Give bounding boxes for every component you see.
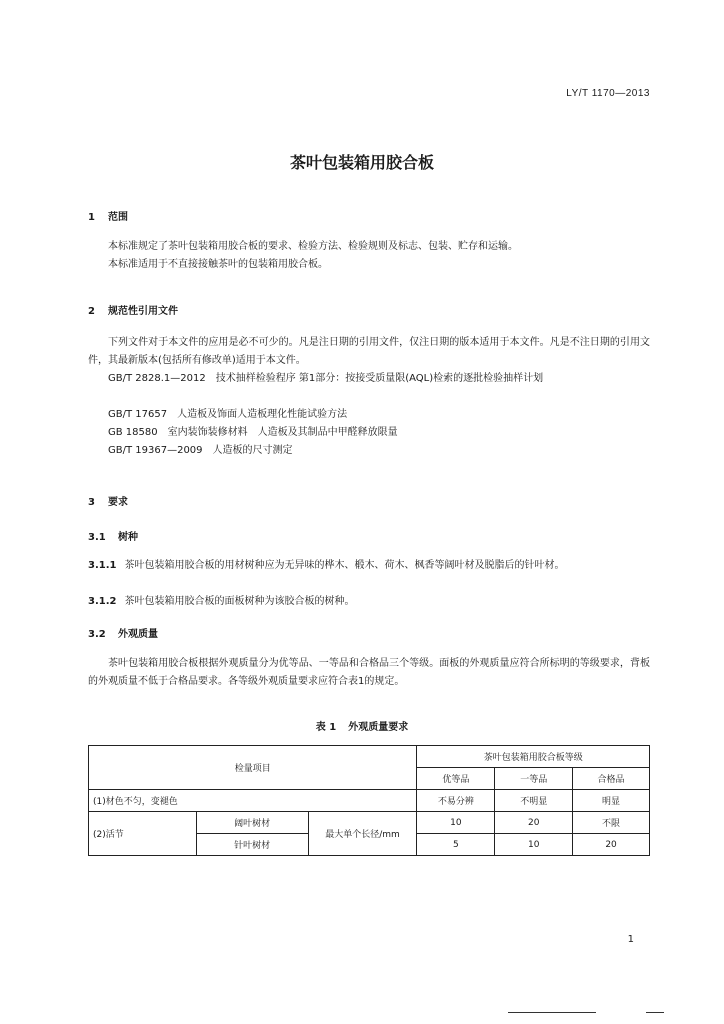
sub-item: 针叶树材 [196,834,308,856]
row-item: (1)材色不匀，变褪色 [89,790,417,812]
appearance-quality-table [88,745,650,856]
section-3-2-paragraph: 茶叶包装箱用胶合板根据外观质量分为优等品、一等品和合格品三个等级。面板的外观质量应符合所标明的等级要求，背板的外观质量不低于合格品要求。各等级外观质量要求应符合表1的规定。 [88,658,650,687]
section-2-intro: 下列文件对于本文件的应用是必不可少的。凡是注日期的引用文件，仅注日期的版本适用于本文件。凡是不注日期的引用文件，其最新版本(包括所有修改单)适用于本文件。 [88,337,650,366]
table-cell: 5 [417,834,495,856]
table-cell: 10 [417,812,495,834]
reference-item: GB/T 19367—2009 人造板的尺寸测定 [108,445,293,456]
table-title: 外观质量要求 [348,722,409,733]
section-1-paragraph-1: 本标准规定了茶叶包装箱用胶合板的要求、检验方法、检验规则及标志、包装、贮存和运输。 [108,241,518,252]
footer-rule [646,1012,664,1013]
clause-number: 3.1.1 [88,560,117,571]
section-3-2-heading [88,625,158,640]
reference-item: GB/T 17657 人造板及饰面人造板理化性能试验方法 [108,409,348,420]
section-number: 3.1 [88,532,106,543]
header-inspection-item: 检量项目 [89,746,417,790]
clause-text: 茶叶包装箱用胶合板的用材树种应为无异味的桦木、椴木、荷木、枫香等阔叶材及脱脂后的针叶材。 [124,560,565,571]
section-title: 规范性引用文件 [108,306,178,317]
section-title: 范围 [108,212,128,223]
table-row [89,790,650,812]
section-title: 要求 [108,497,128,508]
header-grade: 茶叶包装箱用胶合板等级 [417,746,650,768]
standard-code: LY/T 1170—2013 [566,88,650,99]
reference-item: GB 18580 室内装饰装修材料 人造板及其制品中甲醛释放限量 [108,427,398,438]
section-number: 3.2 [88,629,106,640]
grade-header: 合格品 [573,768,650,790]
clause-text: 茶叶包装箱用胶合板的面板树种为该胶合板的树种。 [124,596,355,607]
table-cell: 20 [495,812,573,834]
sub-item: 阔叶树材 [196,812,308,834]
section-2-heading [88,302,178,317]
table-cell: 明显 [573,790,650,812]
section-1-heading [88,208,128,223]
document-title: 茶叶包装箱用胶合板 [289,153,434,172]
section-1-paragraph-2: 本标准适用于不直接接触茶叶的包装箱用胶合板。 [108,259,328,270]
footer-rule [508,1012,596,1013]
table-cell: 10 [495,834,573,856]
table-row [89,812,650,834]
table-number: 表 1 [315,722,337,733]
table-cell: 不明显 [495,790,573,812]
table-caption [0,718,724,733]
section-number: 2 [88,306,95,317]
clause-number: 3.1.2 [88,596,117,607]
grade-header: 优等品 [417,768,495,790]
clause-3-1-2 [88,593,650,611]
table-cell: 20 [573,834,650,856]
page-number: 1 [627,934,634,945]
section-number: 3 [88,497,95,508]
reference-item: GB/T 2828.1—2012 技术抽样检验程序 第1部分：按接受质量限(AQL)检索的逐批检验抽样计划 [108,373,544,384]
section-number: 1 [88,212,95,223]
section-3-heading [88,493,128,508]
table-cell: 不易分辨 [417,790,495,812]
measure-label: 最大单个长径/mm [308,812,417,856]
section-3-1-heading [88,528,138,543]
grade-header: 一等品 [495,768,573,790]
section-title: 树种 [118,532,138,543]
section-title: 外观质量 [118,629,158,640]
clause-3-1-1 [88,557,650,575]
table-cell: 不限 [573,812,650,834]
row-item: (2)活节 [89,812,197,856]
